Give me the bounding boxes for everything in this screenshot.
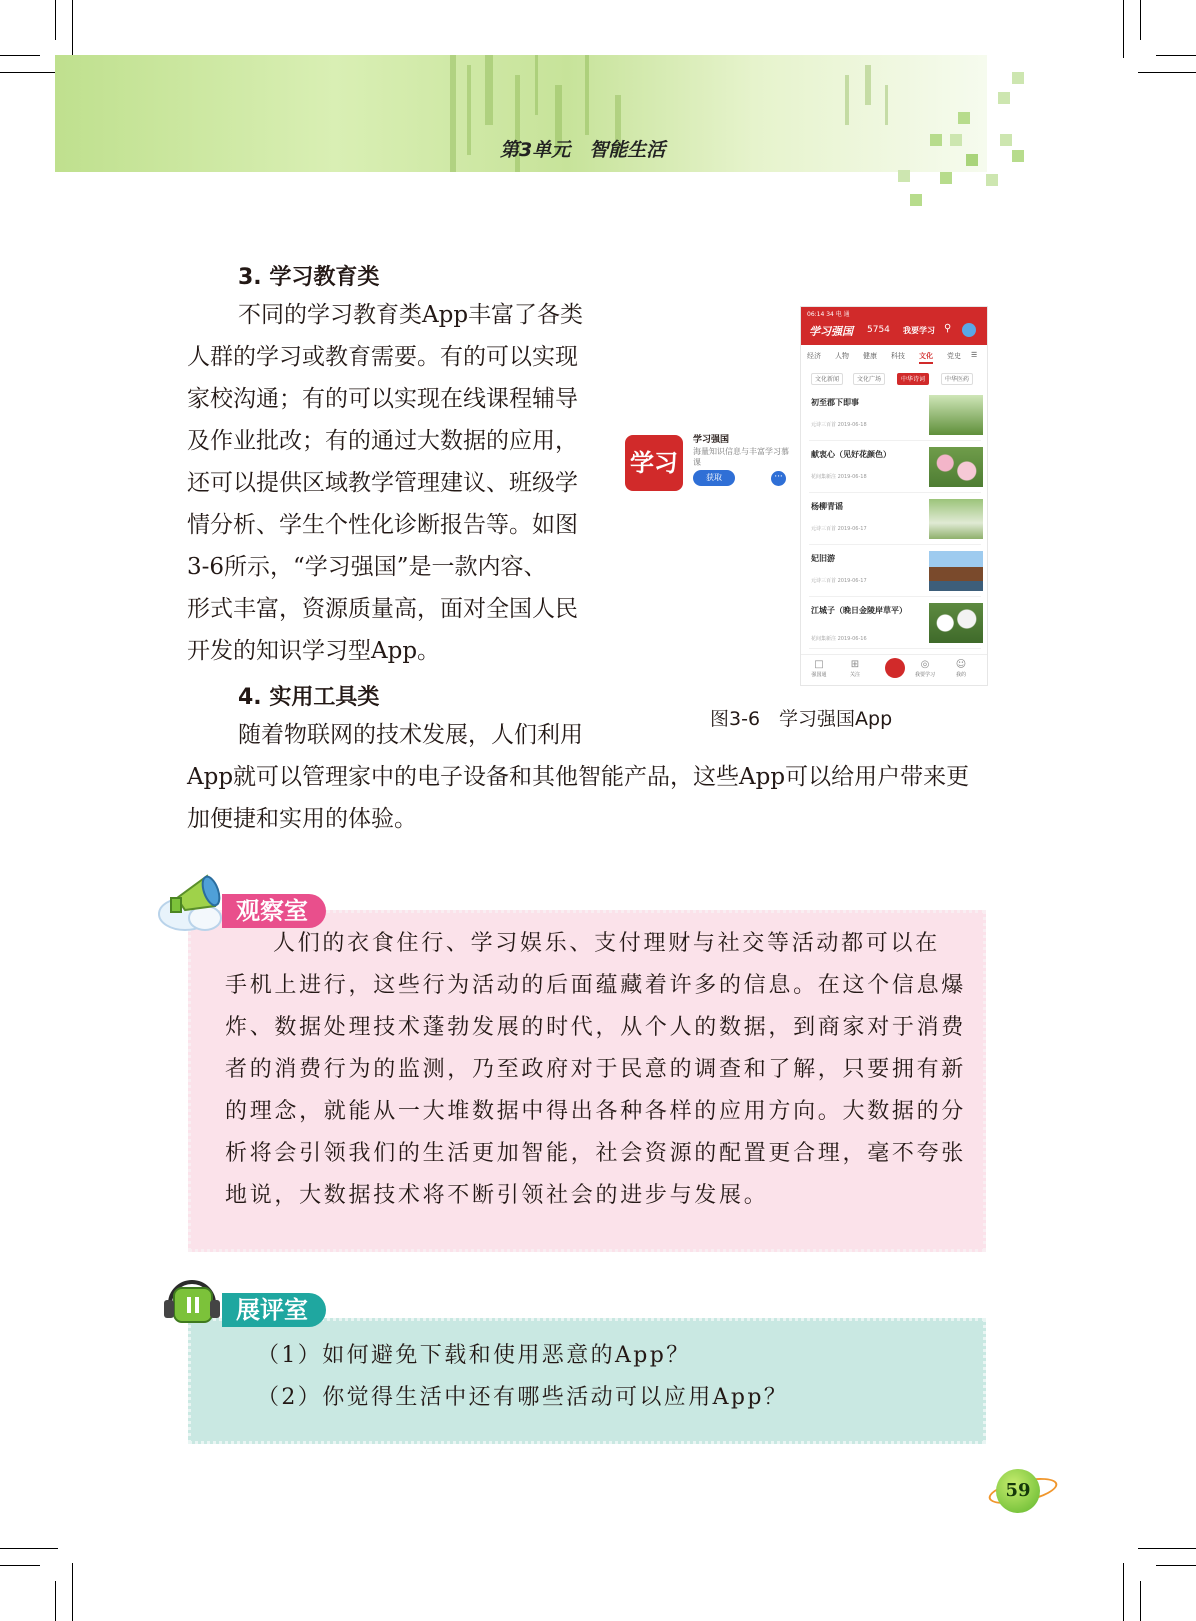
news-meta: 花间集新注 2019-06-16 (811, 636, 867, 642)
news-thumbnail (929, 447, 983, 487)
observation-line: 炸、数据处理技术蓬勃发展的时代，从个人的数据，到商家对于消费 (225, 1015, 967, 1040)
observation-line: 手机上进行，这些行为活动的后面蕴藏着许多的信息。在这个信息爆 (225, 973, 967, 998)
unit-title: 第3单元 智能生活 (500, 139, 666, 161)
news-thumbnail (929, 395, 983, 435)
headset-icon (160, 1270, 224, 1326)
phone-bottom-nav (801, 654, 987, 686)
body-line: 不同的学习教育类App丰富了各类 (238, 302, 584, 328)
app-store-card (625, 430, 790, 500)
tab-health[interactable]: 健康 (863, 352, 877, 360)
chat-icon: □ (814, 659, 824, 670)
tab-people[interactable]: 人物 (835, 352, 849, 360)
phone-screenshot (800, 306, 988, 686)
search-icon[interactable]: ⚲ (944, 323, 952, 334)
observation-line: 地说，大数据技术将不断引领社会的进步与发展。 (225, 1183, 769, 1208)
nav-item[interactable]: ☺ 我的 (949, 659, 973, 678)
body-line: 开发的知识学习型App。 (187, 638, 441, 664)
news-item[interactable] (809, 443, 981, 493)
observation-line: 析将会引领我们的生活更加智能，社会资源的配置更合理，毫不夸张 (225, 1141, 967, 1166)
news-title: 初至郡下即事 (811, 397, 859, 407)
body-line: 还可以提供区域教学管理建议、班级学 (187, 470, 578, 496)
news-meta: 元诗三百首 2019-06-18 (811, 422, 867, 428)
subtab-culture-square[interactable]: 文化广场 (853, 373, 885, 385)
tab-culture[interactable]: 文化 (919, 351, 933, 364)
observation-line: 的理念，就能从一大堆数据中得出各种各样的应用方向。大数据的分 (225, 1099, 967, 1124)
evaluation-badge: 展评室 (222, 1293, 326, 1327)
phone-subtabs (801, 373, 987, 387)
subtab-poetry[interactable]: 中华诗词 (897, 373, 929, 385)
tab-economy[interactable]: 经济 (807, 352, 821, 360)
news-title: 杨柳青谣 (811, 501, 843, 511)
megaphone-icon (155, 858, 235, 938)
news-item[interactable] (809, 391, 981, 441)
phone-category-tabs (801, 347, 987, 365)
news-meta: 花间集新注 2019-06-18 (811, 474, 867, 480)
news-meta: 元诗三百首 2019-06-17 (811, 578, 867, 584)
get-button[interactable]: 获取 (693, 470, 735, 486)
study-button[interactable]: 我要学习 (903, 326, 935, 335)
body-line: 3-6所示，“学习强国”是一款内容、 (187, 554, 547, 580)
tab-tech[interactable]: 科技 (891, 352, 905, 360)
nav-item[interactable]: ⊞ 关注 (843, 659, 867, 678)
phone-status-bar: 06:14 34 电 通 (807, 311, 850, 318)
section-heading-tools: 4. 实用工具类 (238, 685, 380, 710)
body-line: 人群的学习或教育需要。有的可以实现 (187, 344, 578, 370)
app-description: 海量知识信息与丰富学习慕课 (693, 447, 789, 467)
news-thumbnail (929, 551, 983, 591)
subtab-medicine[interactable]: 中华医药 (941, 373, 973, 385)
section-heading-learning: 3. 学习教育类 (238, 265, 380, 290)
menu-icon[interactable]: ☰ (971, 351, 978, 359)
evaluation-box (188, 1318, 986, 1444)
subtab-culture-news[interactable]: 文化新闻 (811, 373, 843, 385)
body-line: 形式丰富，资源质量高，面对全国人民 (187, 596, 578, 622)
phone-header (801, 307, 987, 345)
news-title: 妃旧游 (811, 553, 835, 563)
news-title: 献衷心（见好花颜色） (811, 449, 891, 459)
figure-caption: 图3-6 学习强国App (710, 708, 893, 730)
observation-badge: 观察室 (222, 894, 326, 928)
body-line: App就可以管理家中的电子设备和其他智能产品，这些App可以给用户带来更 (187, 764, 970, 790)
news-thumbnail (929, 603, 983, 643)
news-item[interactable] (809, 599, 981, 649)
body-line: 及作业批改；有的通过大数据的应用， (187, 428, 578, 454)
observation-box (188, 910, 986, 1252)
study-center-icon[interactable] (885, 658, 905, 678)
body-line: 随着物联网的技术发展，人们利用 (238, 722, 583, 748)
body-line: 加便捷和实用的体验。 (187, 806, 417, 832)
tab-party-history[interactable]: 党史 (947, 352, 961, 360)
avatar[interactable] (962, 323, 976, 337)
news-item[interactable] (809, 495, 981, 545)
plus-icon: ⊞ (850, 659, 860, 670)
body-line: 家校沟通；有的可以实现在线课程辅导 (187, 386, 578, 412)
score-display: 5754 (867, 325, 890, 335)
observation-line: 人们的衣食住行、学习娱乐、支付理财与社交等活动都可以在 (273, 931, 940, 956)
compass-icon: ◎ (920, 659, 930, 670)
user-icon: ☺ (955, 659, 967, 670)
news-item[interactable] (809, 547, 981, 597)
question-1: （1）如何避免下载和使用恶意的App？ (257, 1343, 691, 1368)
observation-line: 者的消费行为的监测，乃至政府对于民意的调查和了解，只要拥有新 (225, 1057, 967, 1082)
question-2: （2）你觉得生活中还有哪些活动可以应用App？ (257, 1385, 789, 1410)
body-line: 情分析、学生个性化诊断报告等。如图 (187, 512, 578, 538)
app-name: 学习强国 (693, 435, 730, 445)
phone-logo: 学习强国 (809, 325, 853, 338)
news-title: 江城子（晚日金陵岸草平） (811, 605, 907, 615)
nav-item[interactable]: ◎ 我要学习 (914, 659, 935, 678)
news-thumbnail (929, 499, 983, 539)
more-button[interactable]: ··· (771, 471, 786, 486)
news-meta: 元诗三百首 2019-06-17 (811, 526, 867, 532)
page-number: 59 (996, 1469, 1040, 1513)
app-logo: 学习 (625, 435, 683, 491)
nav-item[interactable]: □ 强国通 (807, 659, 831, 678)
